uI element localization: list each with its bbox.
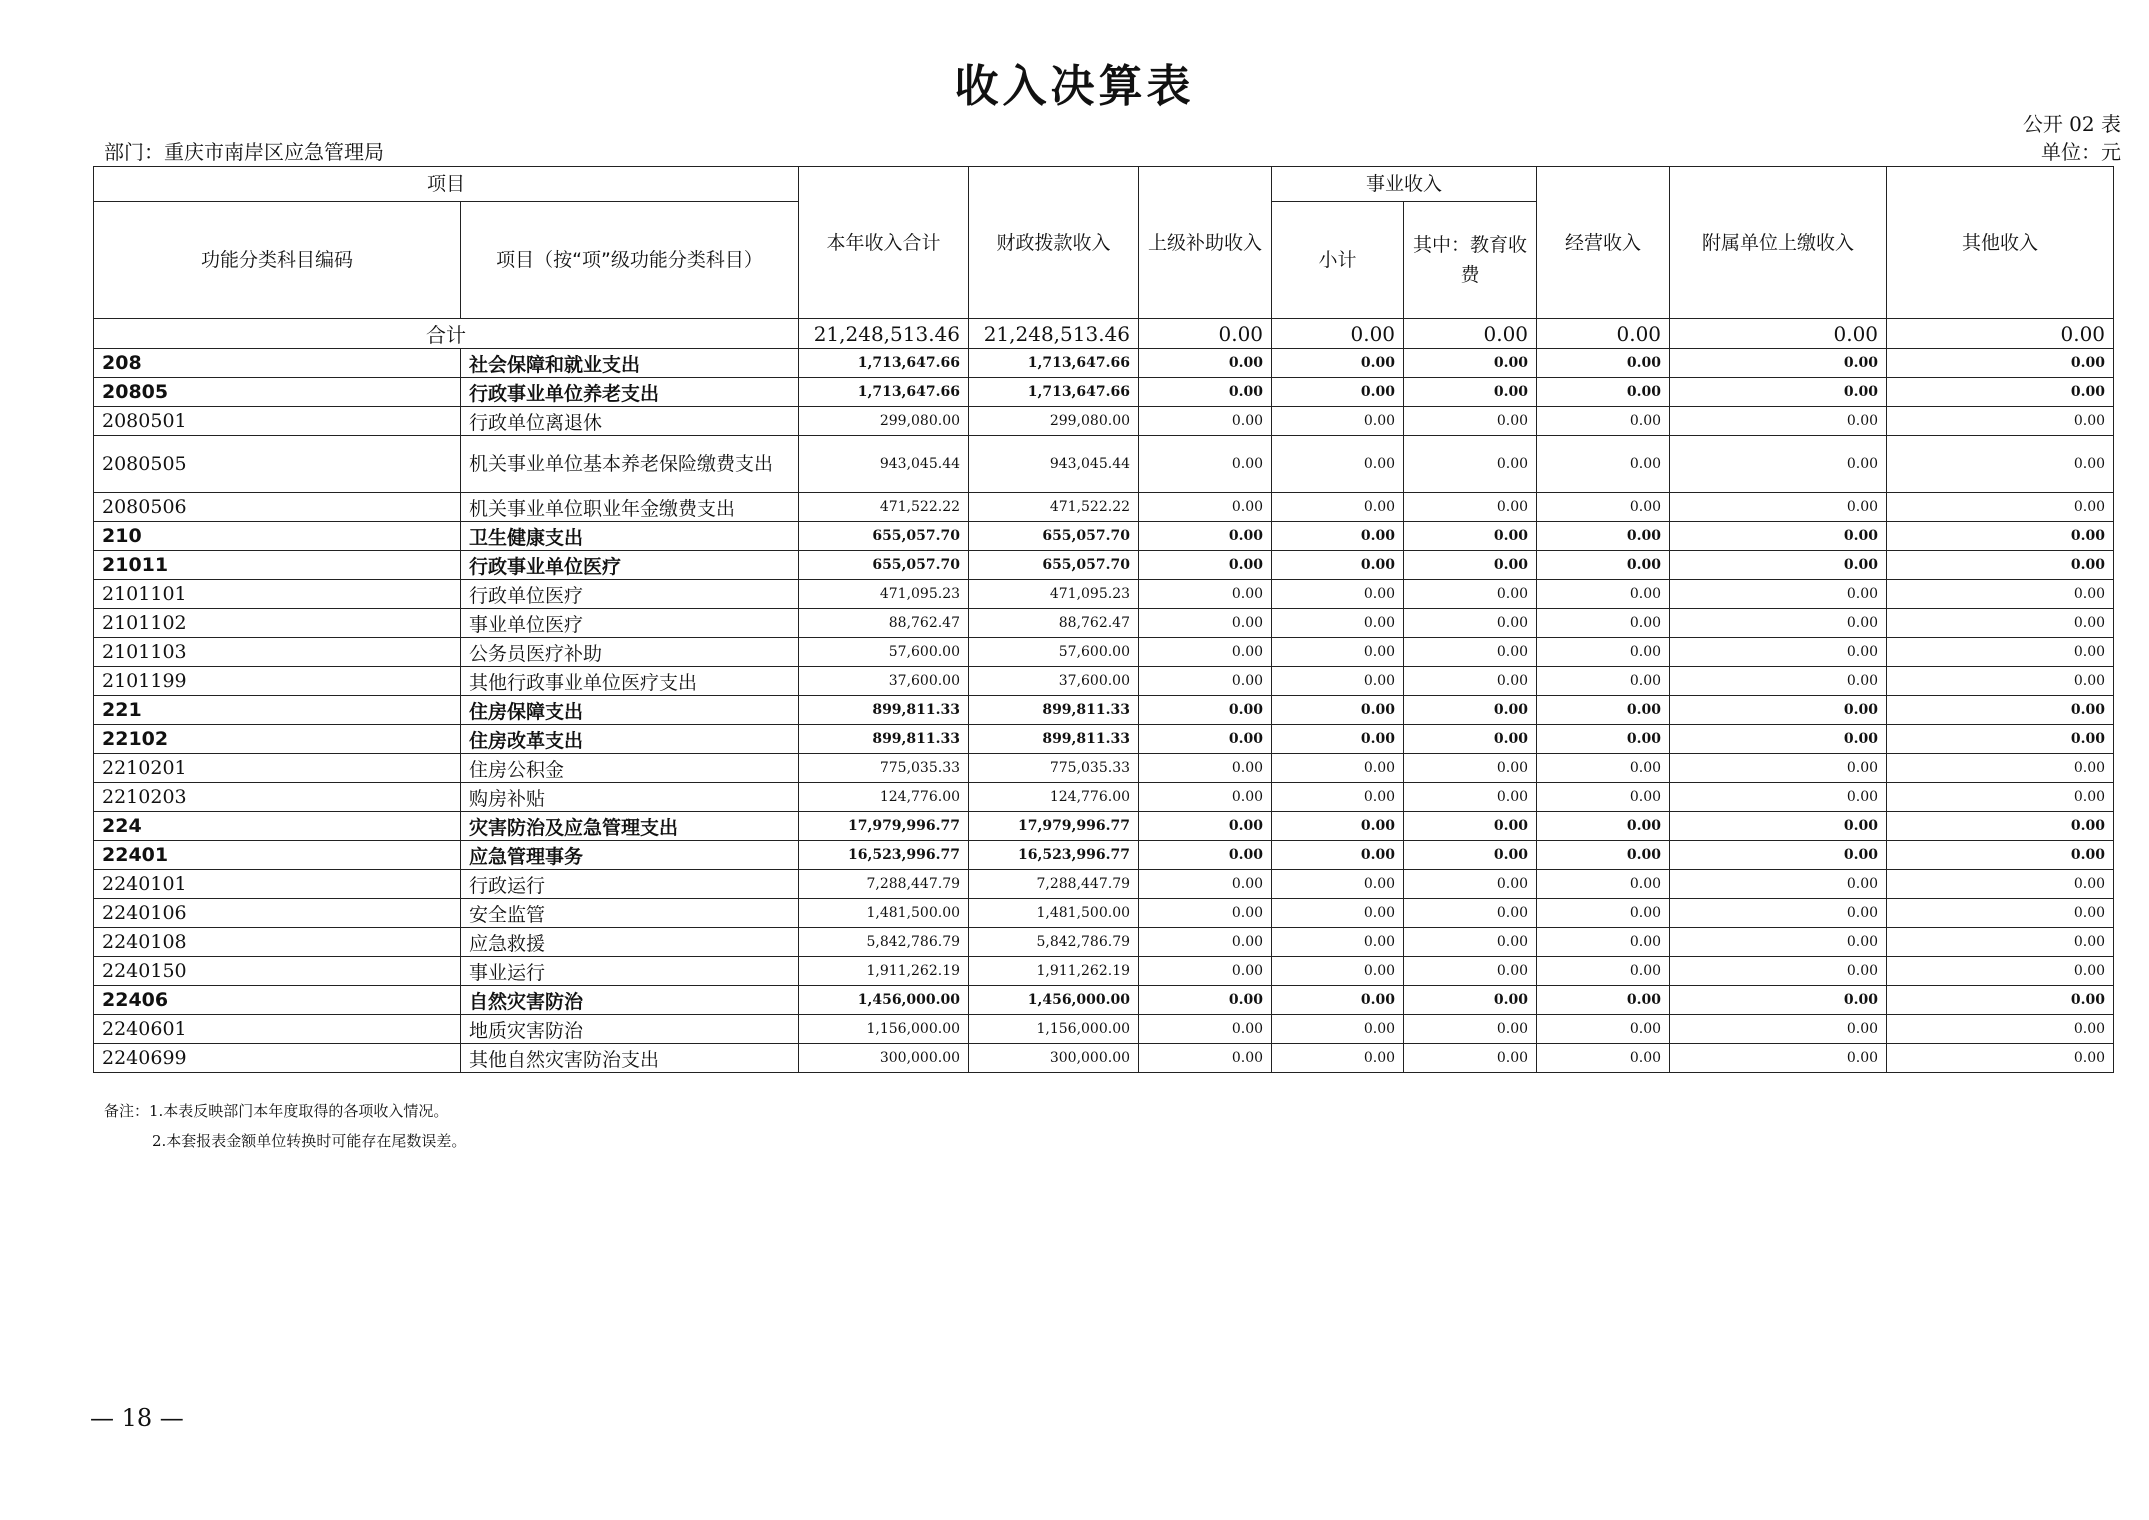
table-row bbox=[94, 436, 2114, 493]
table-row bbox=[94, 870, 2114, 899]
table-row bbox=[94, 609, 2114, 638]
row-zero-value: 0.00 bbox=[1139, 436, 1272, 493]
header-operating: 经营收入 bbox=[1537, 167, 1670, 319]
row-code: 22401 bbox=[94, 841, 461, 870]
row-zero-value: 0.00 bbox=[1670, 407, 1887, 436]
header-total-income: 本年收入合计 bbox=[799, 167, 969, 319]
row-zero-value: 0.00 bbox=[1404, 1015, 1537, 1044]
row-zero-value: 0.00 bbox=[1404, 812, 1537, 841]
row-fiscal: 655,057.70 bbox=[969, 551, 1139, 580]
row-code: 208 bbox=[94, 349, 461, 378]
total-row bbox=[94, 319, 2114, 349]
row-fiscal: 899,811.33 bbox=[969, 725, 1139, 754]
row-zero-value: 0.00 bbox=[1272, 493, 1404, 522]
row-fiscal: 899,811.33 bbox=[969, 696, 1139, 725]
row-zero-value: 0.00 bbox=[1887, 407, 2114, 436]
row-name: 行政事业单位医疗 bbox=[461, 551, 799, 580]
row-zero-value: 0.00 bbox=[1139, 378, 1272, 407]
row-fiscal: 37,600.00 bbox=[969, 667, 1139, 696]
row-fiscal: 57,600.00 bbox=[969, 638, 1139, 667]
row-zero-value: 0.00 bbox=[1139, 696, 1272, 725]
header-name: 项目（按“项”级功能分类科目） bbox=[461, 202, 799, 319]
row-zero-value: 0.00 bbox=[1887, 696, 2114, 725]
row-zero-value: 0.00 bbox=[1139, 812, 1272, 841]
table-row bbox=[94, 551, 2114, 580]
row-zero-value: 0.00 bbox=[1887, 870, 2114, 899]
row-zero-value: 0.00 bbox=[1537, 696, 1670, 725]
row-zero-value: 0.00 bbox=[1537, 667, 1670, 696]
row-zero-value: 0.00 bbox=[1670, 783, 1887, 812]
row-zero-value: 0.00 bbox=[1272, 1044, 1404, 1073]
row-zero-value: 0.00 bbox=[1537, 551, 1670, 580]
row-zero-value: 0.00 bbox=[1139, 1015, 1272, 1044]
row-zero-value: 0.00 bbox=[1404, 986, 1537, 1015]
row-zero-value: 0.00 bbox=[1272, 725, 1404, 754]
row-zero-value: 0.00 bbox=[1272, 551, 1404, 580]
row-zero-value: 0.00 bbox=[1887, 1015, 2114, 1044]
row-zero-value: 0.00 bbox=[1139, 899, 1272, 928]
row-fiscal: 1,481,500.00 bbox=[969, 899, 1139, 928]
row-zero-value: 0.00 bbox=[1887, 783, 2114, 812]
row-zero-value: 0.00 bbox=[1537, 522, 1670, 551]
row-fiscal: 5,842,786.79 bbox=[969, 928, 1139, 957]
row-zero-value: 0.00 bbox=[1670, 378, 1887, 407]
row-total-income: 5,842,786.79 bbox=[799, 928, 969, 957]
page-number: — 18 — bbox=[90, 1404, 184, 1432]
table-row bbox=[94, 899, 2114, 928]
row-zero-value: 0.00 bbox=[1670, 1044, 1887, 1073]
row-total-income: 88,762.47 bbox=[799, 609, 969, 638]
row-zero-value: 0.00 bbox=[1404, 957, 1537, 986]
row-zero-value: 0.00 bbox=[1272, 928, 1404, 957]
total-cell: 0.00 bbox=[1404, 319, 1537, 349]
row-zero-value: 0.00 bbox=[1404, 407, 1537, 436]
row-zero-value: 0.00 bbox=[1404, 696, 1537, 725]
department-label: 部门：重庆市南岸区应急管理局 bbox=[104, 140, 384, 164]
header-fiscal: 财政拨款收入 bbox=[969, 167, 1139, 319]
row-code: 2080506 bbox=[94, 493, 461, 522]
row-fiscal: 1,713,647.66 bbox=[969, 378, 1139, 407]
row-name: 其他自然灾害防治支出 bbox=[461, 1044, 799, 1073]
row-fiscal: 471,095.23 bbox=[969, 580, 1139, 609]
row-zero-value: 0.00 bbox=[1139, 928, 1272, 957]
table-row bbox=[94, 667, 2114, 696]
row-zero-value: 0.00 bbox=[1537, 638, 1670, 667]
row-zero-value: 0.00 bbox=[1272, 754, 1404, 783]
row-zero-value: 0.00 bbox=[1139, 580, 1272, 609]
row-total-income: 1,911,262.19 bbox=[799, 957, 969, 986]
row-zero-value: 0.00 bbox=[1272, 812, 1404, 841]
header-subtotal: 小计 bbox=[1272, 202, 1404, 319]
row-zero-value: 0.00 bbox=[1670, 725, 1887, 754]
row-zero-value: 0.00 bbox=[1272, 667, 1404, 696]
row-zero-value: 0.00 bbox=[1537, 407, 1670, 436]
row-zero-value: 0.00 bbox=[1887, 841, 2114, 870]
row-zero-value: 0.00 bbox=[1670, 754, 1887, 783]
row-zero-value: 0.00 bbox=[1404, 725, 1537, 754]
row-zero-value: 0.00 bbox=[1537, 725, 1670, 754]
row-name: 社会保障和就业支出 bbox=[461, 349, 799, 378]
row-zero-value: 0.00 bbox=[1887, 928, 2114, 957]
row-name: 住房公积金 bbox=[461, 754, 799, 783]
row-zero-value: 0.00 bbox=[1537, 870, 1670, 899]
row-zero-value: 0.00 bbox=[1537, 928, 1670, 957]
row-zero-value: 0.00 bbox=[1404, 667, 1537, 696]
table-row bbox=[94, 638, 2114, 667]
row-zero-value: 0.00 bbox=[1139, 725, 1272, 754]
row-zero-value: 0.00 bbox=[1887, 580, 2114, 609]
row-fiscal: 17,979,996.77 bbox=[969, 812, 1139, 841]
table-row bbox=[94, 841, 2114, 870]
row-fiscal: 775,035.33 bbox=[969, 754, 1139, 783]
row-zero-value: 0.00 bbox=[1272, 407, 1404, 436]
row-name: 住房保障支出 bbox=[461, 696, 799, 725]
row-code: 2101199 bbox=[94, 667, 461, 696]
row-zero-value: 0.00 bbox=[1537, 841, 1670, 870]
table-row bbox=[94, 349, 2114, 378]
header-education-fee: 其中：教育收费 bbox=[1404, 202, 1537, 319]
row-zero-value: 0.00 bbox=[1272, 638, 1404, 667]
row-name: 事业单位医疗 bbox=[461, 609, 799, 638]
row-zero-value: 0.00 bbox=[1887, 1044, 2114, 1073]
table-row bbox=[94, 812, 2114, 841]
row-zero-value: 0.00 bbox=[1404, 436, 1537, 493]
row-zero-value: 0.00 bbox=[1887, 378, 2114, 407]
row-code: 2240601 bbox=[94, 1015, 461, 1044]
row-total-income: 1,156,000.00 bbox=[799, 1015, 969, 1044]
header-superior-subsidy: 上级补助收入 bbox=[1139, 167, 1272, 319]
row-name: 地质灾害防治 bbox=[461, 1015, 799, 1044]
row-zero-value: 0.00 bbox=[1139, 1044, 1272, 1073]
row-zero-value: 0.00 bbox=[1404, 754, 1537, 783]
header-item-group: 项目 bbox=[94, 167, 799, 202]
total-cell: 21,248,513.46 bbox=[799, 319, 969, 349]
row-code: 2080501 bbox=[94, 407, 461, 436]
row-zero-value: 0.00 bbox=[1670, 638, 1887, 667]
row-zero-value: 0.00 bbox=[1887, 812, 2114, 841]
row-name: 机关事业单位基本养老保险缴费支出 bbox=[461, 436, 799, 493]
row-zero-value: 0.00 bbox=[1887, 609, 2114, 638]
row-zero-value: 0.00 bbox=[1404, 378, 1537, 407]
table-row bbox=[94, 725, 2114, 754]
row-name: 卫生健康支出 bbox=[461, 522, 799, 551]
row-zero-value: 0.00 bbox=[1404, 928, 1537, 957]
row-zero-value: 0.00 bbox=[1404, 609, 1537, 638]
row-zero-value: 0.00 bbox=[1139, 407, 1272, 436]
row-name: 应急管理事务 bbox=[461, 841, 799, 870]
row-name: 事业运行 bbox=[461, 957, 799, 986]
row-zero-value: 0.00 bbox=[1537, 580, 1670, 609]
row-total-income: 1,456,000.00 bbox=[799, 986, 969, 1015]
row-code: 2210203 bbox=[94, 783, 461, 812]
row-zero-value: 0.00 bbox=[1139, 522, 1272, 551]
row-zero-value: 0.00 bbox=[1670, 493, 1887, 522]
row-zero-value: 0.00 bbox=[1272, 522, 1404, 551]
row-name: 机关事业单位职业年金缴费支出 bbox=[461, 493, 799, 522]
row-total-income: 1,481,500.00 bbox=[799, 899, 969, 928]
row-zero-value: 0.00 bbox=[1887, 436, 2114, 493]
form-code: 公开 02 表 bbox=[2022, 112, 2121, 136]
row-zero-value: 0.00 bbox=[1887, 522, 2114, 551]
row-name: 行政运行 bbox=[461, 870, 799, 899]
row-zero-value: 0.00 bbox=[1404, 870, 1537, 899]
table-row bbox=[94, 783, 2114, 812]
row-code: 224 bbox=[94, 812, 461, 841]
row-zero-value: 0.00 bbox=[1272, 870, 1404, 899]
header-affiliated: 附属单位上缴收入 bbox=[1670, 167, 1887, 319]
row-name: 行政事业单位养老支出 bbox=[461, 378, 799, 407]
row-zero-value: 0.00 bbox=[1537, 812, 1670, 841]
table-row bbox=[94, 1044, 2114, 1073]
row-zero-value: 0.00 bbox=[1272, 609, 1404, 638]
row-total-income: 16,523,996.77 bbox=[799, 841, 969, 870]
row-zero-value: 0.00 bbox=[1887, 349, 2114, 378]
row-zero-value: 0.00 bbox=[1404, 841, 1537, 870]
row-zero-value: 0.00 bbox=[1272, 349, 1404, 378]
row-total-income: 899,811.33 bbox=[799, 725, 969, 754]
row-zero-value: 0.00 bbox=[1139, 783, 1272, 812]
row-fiscal: 1,156,000.00 bbox=[969, 1015, 1139, 1044]
row-zero-value: 0.00 bbox=[1887, 754, 2114, 783]
row-fiscal: 1,911,262.19 bbox=[969, 957, 1139, 986]
row-zero-value: 0.00 bbox=[1272, 696, 1404, 725]
row-name: 其他行政事业单位医疗支出 bbox=[461, 667, 799, 696]
row-zero-value: 0.00 bbox=[1670, 349, 1887, 378]
table-row bbox=[94, 957, 2114, 986]
row-zero-value: 0.00 bbox=[1139, 493, 1272, 522]
row-fiscal: 88,762.47 bbox=[969, 609, 1139, 638]
row-total-income: 300,000.00 bbox=[799, 1044, 969, 1073]
row-zero-value: 0.00 bbox=[1537, 1044, 1670, 1073]
row-code: 2080505 bbox=[94, 436, 461, 493]
row-code: 20805 bbox=[94, 378, 461, 407]
row-code: 2101102 bbox=[94, 609, 461, 638]
total-cell: 0.00 bbox=[1670, 319, 1887, 349]
row-total-income: 899,811.33 bbox=[799, 696, 969, 725]
row-code: 210 bbox=[94, 522, 461, 551]
row-zero-value: 0.00 bbox=[1139, 667, 1272, 696]
row-total-income: 655,057.70 bbox=[799, 551, 969, 580]
total-cell: 0.00 bbox=[1887, 319, 2114, 349]
row-fiscal: 1,456,000.00 bbox=[969, 986, 1139, 1015]
row-zero-value: 0.00 bbox=[1272, 1015, 1404, 1044]
total-cell: 0.00 bbox=[1272, 319, 1404, 349]
total-cell: 0.00 bbox=[1537, 319, 1670, 349]
row-zero-value: 0.00 bbox=[1670, 696, 1887, 725]
total-cell: 21,248,513.46 bbox=[969, 319, 1139, 349]
row-zero-value: 0.00 bbox=[1537, 899, 1670, 928]
row-name: 自然灾害防治 bbox=[461, 986, 799, 1015]
row-name: 住房改革支出 bbox=[461, 725, 799, 754]
row-zero-value: 0.00 bbox=[1272, 841, 1404, 870]
table-row bbox=[94, 1015, 2114, 1044]
row-zero-value: 0.00 bbox=[1139, 638, 1272, 667]
row-name: 应急救援 bbox=[461, 928, 799, 957]
total-label: 合计 bbox=[94, 319, 799, 349]
row-zero-value: 0.00 bbox=[1670, 870, 1887, 899]
row-zero-value: 0.00 bbox=[1887, 667, 2114, 696]
income-table bbox=[93, 166, 2114, 1073]
row-zero-value: 0.00 bbox=[1537, 783, 1670, 812]
row-zero-value: 0.00 bbox=[1272, 899, 1404, 928]
row-code: 22406 bbox=[94, 986, 461, 1015]
row-fiscal: 300,000.00 bbox=[969, 1044, 1139, 1073]
row-code: 2210201 bbox=[94, 754, 461, 783]
row-name: 安全监管 bbox=[461, 899, 799, 928]
row-zero-value: 0.00 bbox=[1670, 986, 1887, 1015]
row-name: 灾害防治及应急管理支出 bbox=[461, 812, 799, 841]
row-fiscal: 943,045.44 bbox=[969, 436, 1139, 493]
row-zero-value: 0.00 bbox=[1887, 638, 2114, 667]
row-zero-value: 0.00 bbox=[1272, 580, 1404, 609]
row-fiscal: 1,713,647.66 bbox=[969, 349, 1139, 378]
row-zero-value: 0.00 bbox=[1272, 436, 1404, 493]
row-code: 2240106 bbox=[94, 899, 461, 928]
table-row bbox=[94, 493, 2114, 522]
row-zero-value: 0.00 bbox=[1887, 725, 2114, 754]
note-line: 2.本套报表金额单位转换时可能存在尾数误差。 bbox=[152, 1132, 467, 1150]
row-zero-value: 0.00 bbox=[1404, 349, 1537, 378]
row-code: 22102 bbox=[94, 725, 461, 754]
row-total-income: 943,045.44 bbox=[799, 436, 969, 493]
row-zero-value: 0.00 bbox=[1670, 928, 1887, 957]
row-zero-value: 0.00 bbox=[1670, 522, 1887, 551]
row-zero-value: 0.00 bbox=[1670, 812, 1887, 841]
row-zero-value: 0.00 bbox=[1139, 957, 1272, 986]
row-code: 2240150 bbox=[94, 957, 461, 986]
row-name: 行政单位离退休 bbox=[461, 407, 799, 436]
table-row bbox=[94, 407, 2114, 436]
unit-label: 单位：元 bbox=[2041, 140, 2121, 164]
row-zero-value: 0.00 bbox=[1139, 349, 1272, 378]
row-name: 公务员医疗补助 bbox=[461, 638, 799, 667]
row-zero-value: 0.00 bbox=[1670, 609, 1887, 638]
row-zero-value: 0.00 bbox=[1537, 436, 1670, 493]
row-zero-value: 0.00 bbox=[1887, 493, 2114, 522]
row-zero-value: 0.00 bbox=[1887, 899, 2114, 928]
row-zero-value: 0.00 bbox=[1404, 493, 1537, 522]
row-zero-value: 0.00 bbox=[1404, 783, 1537, 812]
row-zero-value: 0.00 bbox=[1139, 754, 1272, 783]
page-title: 收入决算表 bbox=[954, 61, 1195, 112]
row-name: 购房补贴 bbox=[461, 783, 799, 812]
row-zero-value: 0.00 bbox=[1537, 349, 1670, 378]
row-zero-value: 0.00 bbox=[1537, 493, 1670, 522]
row-total-income: 124,776.00 bbox=[799, 783, 969, 812]
table-row bbox=[94, 378, 2114, 407]
row-total-income: 471,522.22 bbox=[799, 493, 969, 522]
row-zero-value: 0.00 bbox=[1139, 841, 1272, 870]
row-zero-value: 0.00 bbox=[1887, 957, 2114, 986]
row-total-income: 655,057.70 bbox=[799, 522, 969, 551]
note-line: 备注：1.本表反映部门本年度取得的各项收入情况。 bbox=[104, 1102, 449, 1120]
table-row bbox=[94, 754, 2114, 783]
row-zero-value: 0.00 bbox=[1670, 957, 1887, 986]
header-business-group: 事业收入 bbox=[1272, 167, 1537, 202]
row-zero-value: 0.00 bbox=[1887, 986, 2114, 1015]
row-zero-value: 0.00 bbox=[1670, 899, 1887, 928]
row-zero-value: 0.00 bbox=[1537, 986, 1670, 1015]
row-name: 行政单位医疗 bbox=[461, 580, 799, 609]
row-fiscal: 471,522.22 bbox=[969, 493, 1139, 522]
table-row bbox=[94, 580, 2114, 609]
row-zero-value: 0.00 bbox=[1670, 436, 1887, 493]
row-zero-value: 0.00 bbox=[1670, 580, 1887, 609]
row-total-income: 7,288,447.79 bbox=[799, 870, 969, 899]
row-total-income: 299,080.00 bbox=[799, 407, 969, 436]
row-total-income: 57,600.00 bbox=[799, 638, 969, 667]
row-zero-value: 0.00 bbox=[1404, 580, 1537, 609]
row-zero-value: 0.00 bbox=[1404, 1044, 1537, 1073]
row-code: 2240108 bbox=[94, 928, 461, 957]
row-zero-value: 0.00 bbox=[1139, 986, 1272, 1015]
row-zero-value: 0.00 bbox=[1670, 1015, 1887, 1044]
row-zero-value: 0.00 bbox=[1670, 841, 1887, 870]
row-zero-value: 0.00 bbox=[1404, 522, 1537, 551]
row-code: 2240101 bbox=[94, 870, 461, 899]
row-code: 21011 bbox=[94, 551, 461, 580]
header-code: 功能分类科目编码 bbox=[94, 202, 461, 319]
table-row bbox=[94, 928, 2114, 957]
table-row bbox=[94, 522, 2114, 551]
row-total-income: 37,600.00 bbox=[799, 667, 969, 696]
row-fiscal: 655,057.70 bbox=[969, 522, 1139, 551]
row-zero-value: 0.00 bbox=[1537, 378, 1670, 407]
row-code: 2101101 bbox=[94, 580, 461, 609]
row-zero-value: 0.00 bbox=[1404, 638, 1537, 667]
row-total-income: 17,979,996.77 bbox=[799, 812, 969, 841]
table-row bbox=[94, 986, 2114, 1015]
row-zero-value: 0.00 bbox=[1537, 754, 1670, 783]
row-zero-value: 0.00 bbox=[1887, 551, 2114, 580]
total-cell: 0.00 bbox=[1139, 319, 1272, 349]
row-zero-value: 0.00 bbox=[1537, 957, 1670, 986]
row-zero-value: 0.00 bbox=[1670, 667, 1887, 696]
row-code: 221 bbox=[94, 696, 461, 725]
row-fiscal: 16,523,996.77 bbox=[969, 841, 1139, 870]
header-other: 其他收入 bbox=[1887, 167, 2114, 319]
row-total-income: 1,713,647.66 bbox=[799, 349, 969, 378]
row-total-income: 471,095.23 bbox=[799, 580, 969, 609]
table-row bbox=[94, 696, 2114, 725]
row-fiscal: 124,776.00 bbox=[969, 783, 1139, 812]
row-zero-value: 0.00 bbox=[1404, 551, 1537, 580]
row-zero-value: 0.00 bbox=[1139, 609, 1272, 638]
row-zero-value: 0.00 bbox=[1139, 551, 1272, 580]
row-zero-value: 0.00 bbox=[1272, 783, 1404, 812]
row-zero-value: 0.00 bbox=[1272, 378, 1404, 407]
row-zero-value: 0.00 bbox=[1670, 551, 1887, 580]
row-fiscal: 299,080.00 bbox=[969, 407, 1139, 436]
row-zero-value: 0.00 bbox=[1404, 899, 1537, 928]
row-fiscal: 7,288,447.79 bbox=[969, 870, 1139, 899]
row-zero-value: 0.00 bbox=[1272, 986, 1404, 1015]
row-code: 2240699 bbox=[94, 1044, 461, 1073]
row-zero-value: 0.00 bbox=[1139, 870, 1272, 899]
row-code: 2101103 bbox=[94, 638, 461, 667]
row-zero-value: 0.00 bbox=[1537, 1015, 1670, 1044]
row-total-income: 1,713,647.66 bbox=[799, 378, 969, 407]
row-zero-value: 0.00 bbox=[1272, 957, 1404, 986]
notes bbox=[104, 1096, 466, 1156]
row-total-income: 775,035.33 bbox=[799, 754, 969, 783]
row-zero-value: 0.00 bbox=[1537, 609, 1670, 638]
